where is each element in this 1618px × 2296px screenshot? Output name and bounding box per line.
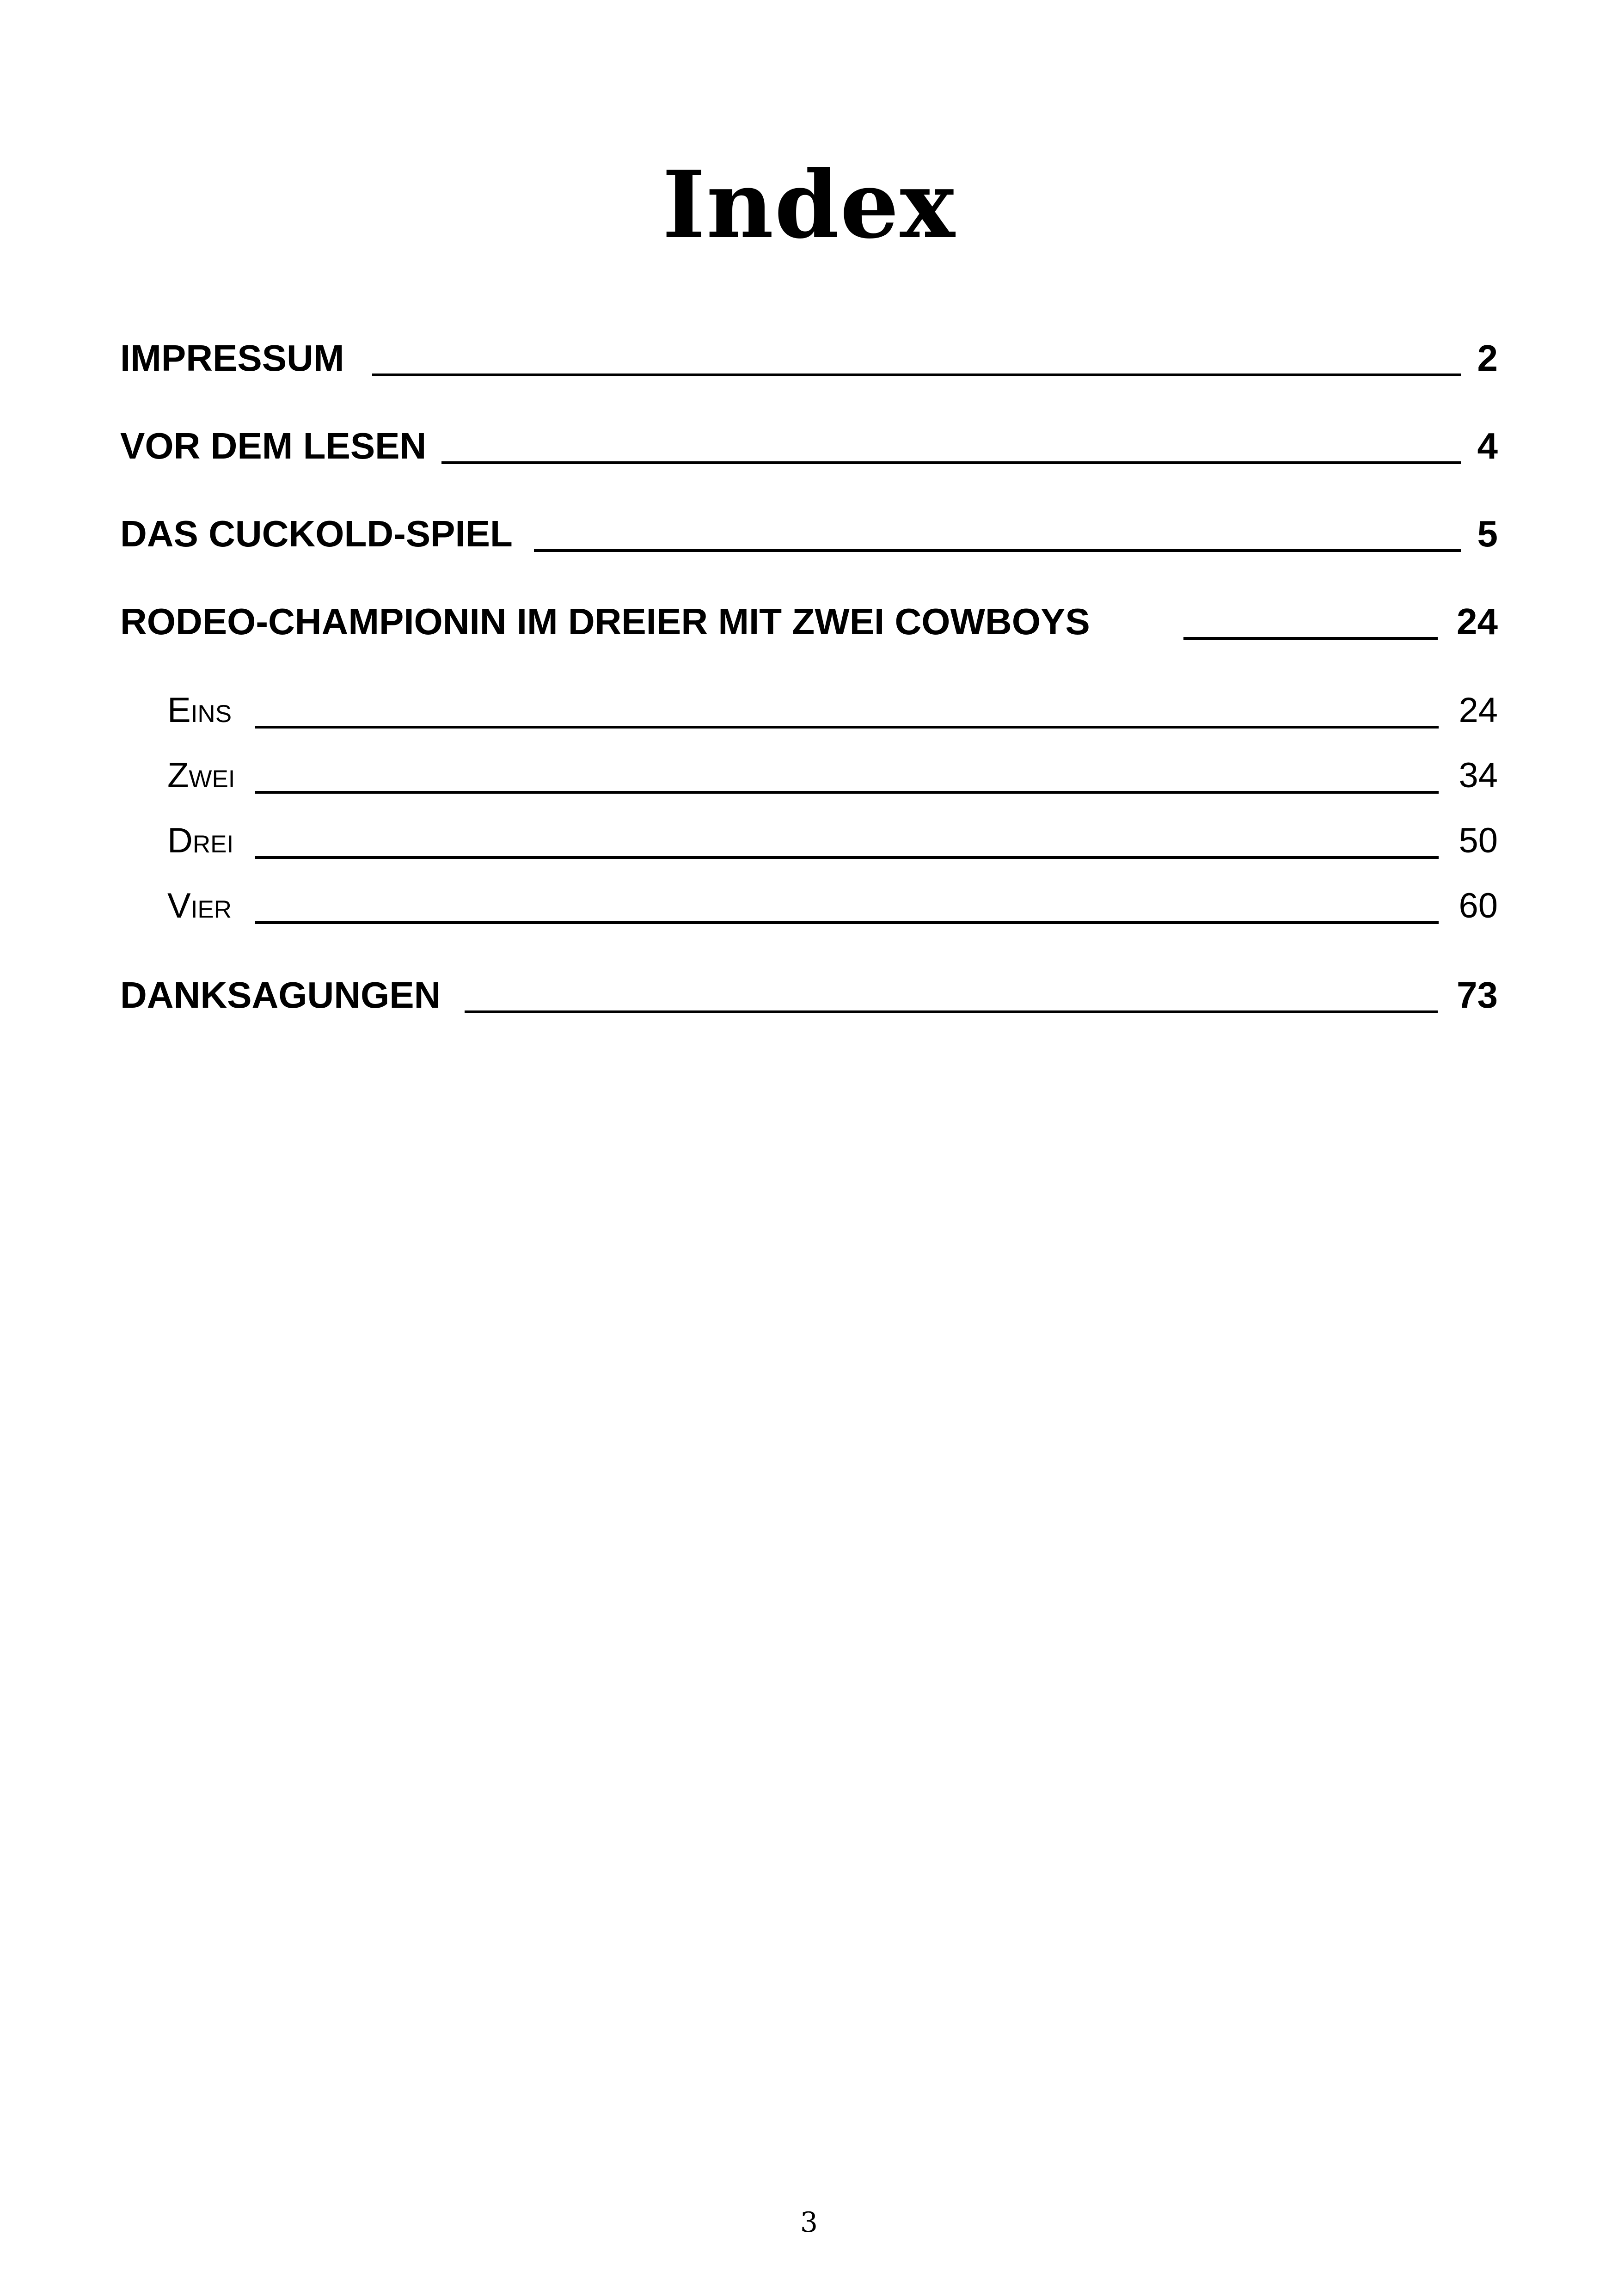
toc-entry-vor-dem-lesen[interactable] <box>120 421 1498 471</box>
toc-entry-label: Zwei <box>167 756 235 795</box>
toc-entry-label: DANKSAGUNGEN <box>120 974 441 1016</box>
toc-subentry-vier[interactable] <box>167 881 1498 931</box>
toc-leader-line <box>255 921 1439 924</box>
toc-entry-page: 60 <box>1459 886 1498 925</box>
table-of-contents <box>0 0 1618 1063</box>
toc-entry-page: 5 <box>1477 513 1498 554</box>
page-number: 3 <box>800 2206 818 2239</box>
toc-subentry-drei[interactable] <box>167 815 1498 866</box>
toc-entry-page: 2 <box>1477 337 1498 379</box>
toc-entry-das-cuckold-spiel[interactable] <box>120 508 1498 559</box>
toc-entry-label: Vier <box>167 886 232 925</box>
toc-entry-label: VOR DEM LESEN <box>120 425 427 466</box>
toc-entry-label: RODEO-CHAMPIONIN IM DREIER MIT ZWEI COWBOYS <box>120 601 1090 642</box>
toc-leader-line <box>372 373 1461 376</box>
toc-leader-line <box>1183 637 1438 640</box>
toc-leader-line <box>465 1010 1438 1013</box>
toc-entry-impressum[interactable] <box>120 333 1498 384</box>
toc-subentry-eins[interactable] <box>167 685 1498 736</box>
toc-leader-line <box>255 856 1439 859</box>
toc-entry-label: Eins <box>167 691 232 730</box>
toc-subentry-zwei[interactable] <box>167 750 1498 801</box>
toc-entry-rodeo-championin[interactable] <box>120 596 1498 647</box>
toc-leader-line <box>255 726 1439 729</box>
toc-leader-line <box>441 461 1461 464</box>
toc-entry-label: Drei <box>167 821 234 860</box>
toc-entry-page: 73 <box>1457 974 1498 1016</box>
toc-entry-page: 50 <box>1459 821 1498 860</box>
toc-leader-line <box>534 549 1461 552</box>
page-title: Index <box>662 151 956 259</box>
toc-entry-label: IMPRESSUM <box>120 337 344 379</box>
toc-entry-label: DAS CUCKOLD-SPIEL <box>120 513 513 554</box>
toc-entry-page: 34 <box>1459 756 1498 795</box>
toc-entry-danksagungen[interactable] <box>120 970 1498 1021</box>
toc-entry-page: 24 <box>1457 601 1498 642</box>
toc-leader-line <box>255 791 1439 794</box>
toc-entry-page: 4 <box>1477 425 1498 466</box>
toc-entry-page: 24 <box>1459 691 1498 730</box>
